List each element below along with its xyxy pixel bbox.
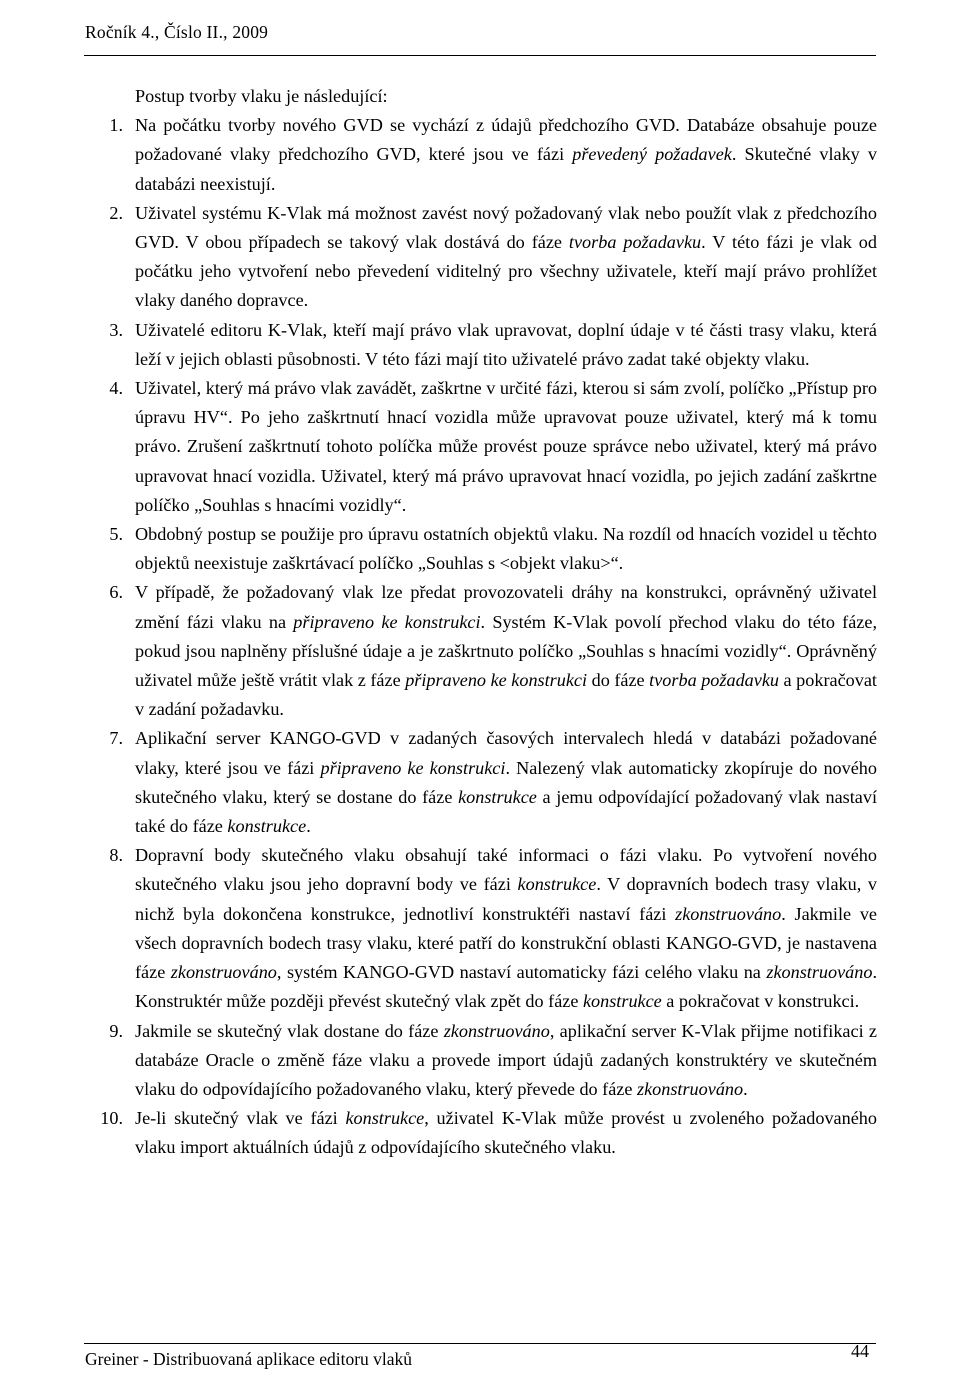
list-item-text: . Konstruktér může později převést skutečný vlak zpět do fáze — [135, 962, 878, 1012]
list-item-text: , uživatel K-Vlak může provést u zvoleného požadovaného vlaku import aktuálních údajů z odpovídajícího skutečného vlaku. — [135, 1108, 877, 1158]
list-item — [85, 374, 877, 520]
list-item-text: . V této fázi je vlak od počátku jeho vytvoření nebo převedení viditelný pro všechny uživatele, kteří mají právo prohlížet vlaky daného dopravce. — [135, 232, 877, 311]
list-item — [85, 316, 877, 374]
emphasized-term: zkonstruováno — [170, 962, 277, 983]
list-item-number: 4. — [109, 378, 123, 399]
list-item-number: 2. — [109, 202, 123, 223]
list-item-text: Uživatel systému K-Vlak má možnost zavést nový požadovaný vlak nebo použít vlak z předchozího GVD. V obou případech se takový vlak dostává do fáze — [135, 202, 877, 253]
list-item-number: 3. — [109, 319, 123, 340]
emphasized-term: tvorba požadavku — [568, 232, 702, 253]
list-item-text: . — [306, 816, 311, 837]
page-number: 44 — [851, 1341, 869, 1361]
list-item-text: Je-li skutečný vlak ve fázi — [135, 1108, 346, 1129]
list-item-text: Aplikační server KANGO-GVD v zadaných časových intervalech hledá v databázi požadované vlaky, které jsou ve fázi — [135, 728, 877, 778]
list-item-text: . — [743, 1078, 748, 1099]
emphasized-term: zkonstruováno — [637, 1078, 744, 1099]
list-item-text: Jakmile se skutečný vlak dostane do fáze — [135, 1020, 444, 1041]
intro-paragraph: Postup tvorby vlaku je následující: — [135, 86, 388, 106]
list-item-text: V případě, že požadovaný vlak lze předat provozovateli dráhy na konstrukci, oprávněný uživatel změní fázi vlaku na — [135, 582, 877, 632]
list-item-text: . Systém K-Vlak povolí přechod vlaku do této fáze, pokud jsou naplněny příslušné údaje a je zaškrtnuto políčko „Souhlas s hnacími vozidly“. Oprávněný uživatel může ještě vrátit vlak z fáze — [135, 611, 877, 691]
emphasized-term: konstrukce — [227, 816, 307, 837]
list-item — [85, 1017, 877, 1105]
list-item-number: 7. — [109, 728, 123, 749]
emphasized-term: převedený požadavek — [572, 144, 732, 165]
emphasized-term: zkonstruováno — [443, 1020, 550, 1041]
list-item-text: a jemu odpovídající požadovaný vlak nastaví také do fáze — [135, 786, 878, 837]
list-item-text: Uživatelé editoru K-Vlak, kteří mají právo vlak upravovat, doplní údaje v té části trasy vlaku, která leží v jejich oblasti působnosti. V této fázi mají tito uživatelé právo zadat také objekty vlaku. — [135, 319, 877, 369]
header-divider — [84, 55, 876, 56]
list-item — [85, 520, 877, 578]
list-item-number: 5. — [109, 524, 123, 545]
emphasized-term: konstrukce — [517, 874, 597, 895]
list-item-number: 8. — [109, 845, 123, 866]
list-item — [85, 841, 877, 1016]
emphasized-term: konstrukce — [458, 786, 537, 807]
emphasized-term: zkonstruováno — [766, 962, 873, 983]
list-item-text: a pokračovat v konstrukci. — [661, 991, 860, 1012]
list-item — [85, 199, 877, 316]
list-item — [85, 1104, 877, 1162]
emphasized-term: zkonstruováno — [675, 903, 782, 924]
steps-list — [85, 111, 877, 1162]
emphasized-term: připraveno ke konstrukci — [293, 611, 481, 632]
emphasized-term: připraveno ke konstrukci — [405, 670, 588, 691]
list-item — [85, 111, 877, 199]
list-item-text: Dopravní body skutečného vlaku obsahují také informaci o fázi vlaku. Po vytvoření nového skutečného vlaku jsou jeho dopravní body ve fázi — [135, 845, 877, 895]
emphasized-term: připraveno ke konstrukci — [320, 757, 506, 778]
emphasized-term: konstrukce — [582, 991, 662, 1012]
list-item-text: Obdobný postup se použije pro úpravu ostatních objektů vlaku. Na rozdíl od hnacích vozidel u těchto objektů neexistuje zaškrtávací políčko „Souhlas s <objekt vlaku>“. — [135, 524, 877, 574]
list-item-text: . Nalezený vlak automaticky zkopíruje do nového skutečného vlaku, který se dostane do fáze — [135, 757, 877, 807]
list-item-text: a pokračovat v zadání požadavku. — [135, 670, 877, 720]
list-item-number: 9. — [109, 1020, 123, 1041]
emphasized-term: tvorba požadavku — [649, 670, 779, 691]
list-item-text: do fáze — [587, 670, 650, 691]
list-item-number: 6. — [109, 582, 123, 603]
list-item-text: . V dopravních bodech trasy vlaku, v nichž byla dokončena konstrukce, jednotliví konstruktéři nastaví fázi — [135, 874, 877, 924]
list-item-text: . Jakmile ve všech dopravních bodech trasy vlaku, které patří do konstrukční oblasti KANGO-GVD, je nastavena fáze — [135, 903, 877, 983]
list-item-number: 1. — [109, 115, 123, 136]
list-item-text: Uživatel, který má právo vlak zavádět, zaškrtne v určité fázi, kterou si sám zvolí, políčko „Přístup pro úpravu HV“. Po jeho zaškrtnutí hnací vozidla může upravovat pouze uživatel, který má k tomu právo. Zrušení zaškrtnutí tohoto políčka může provést pouze správce nebo uživatel, který má právo upravovat hnací vozidla. Uživatel, který má právo upravovat hnací vozidla, po jejich zadání zaškrtne políčko „Souhlas s hnacími vozidly“. — [135, 378, 877, 515]
list-item — [85, 578, 877, 724]
list-item-text: Na počátku tvorby nového GVD se vychází z údajů předchozího GVD. Databáze obsahuje pouze požadované vlaky předchozího GVD, které jsou ve fázi — [135, 115, 877, 165]
list-item-text: , aplikační server K-Vlak přijme notifikaci z databáze Oracle o změně fáze vlaku a provede import údajů zadaných konstruktéry ve skutečném vlaku do odpovídajícího požadovaného vlaku, který převede do fáze — [135, 1020, 877, 1099]
running-header: Ročník 4., Číslo II., 2009 — [85, 22, 269, 42]
list-item-number: 10. — [100, 1108, 123, 1129]
footer-divider — [84, 1343, 876, 1344]
footer-title: Greiner - Distribuovaná aplikace editoru vlaků — [85, 1349, 413, 1369]
emphasized-term: konstrukce — [345, 1108, 425, 1129]
list-item-text: , systém KANGO-GVD nastaví automaticky fázi celého vlaku na — [276, 962, 767, 983]
list-item-text: . Skutečné vlaky v databázi neexistují. — [135, 144, 877, 194]
list-item — [85, 724, 877, 841]
body-content — [85, 82, 877, 1163]
